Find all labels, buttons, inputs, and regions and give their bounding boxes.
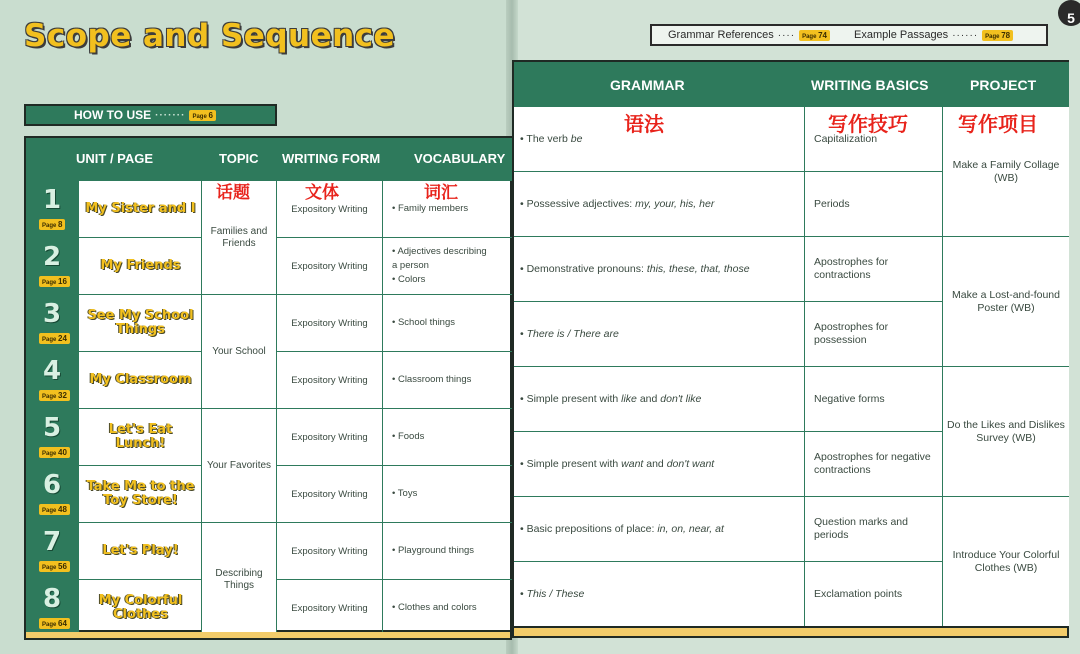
unit-number-cell [26, 352, 78, 408]
leader-dots: ······· [155, 109, 186, 121]
vocab-item: • Adjectives describing [392, 246, 487, 257]
page-tag [982, 30, 1013, 41]
unit-number-cell [26, 238, 78, 294]
unit-page-number: 56 [58, 562, 67, 571]
unit-number-cell [26, 181, 78, 237]
unit-page-number: 16 [58, 277, 67, 286]
grammar-text: and [643, 458, 667, 470]
page-tag-word: Page [42, 223, 57, 229]
right-table [512, 60, 1069, 628]
grammar-example: in, on, near, at [657, 523, 724, 535]
leader-dots: ···· [777, 29, 796, 41]
writing-basics-cell: Apostrophes for contractions [814, 256, 889, 281]
writing-form-cell: Expository Writing [291, 317, 368, 329]
writing-form-cell: Expository Writing [291, 374, 368, 386]
page-tag-number: 78 [1001, 30, 1011, 40]
grammar-cell [520, 562, 802, 626]
vocabulary-cell [384, 580, 510, 636]
vocabulary-cell [384, 238, 510, 294]
page-tag-number: 74 [818, 30, 828, 40]
unit-number [26, 299, 78, 329]
annotation-vocab-cn: 词汇 [424, 183, 458, 203]
grammar-cell [520, 497, 802, 561]
grammar-example: don't like [660, 393, 702, 405]
example-passages-label: Example Passages [854, 29, 949, 41]
unit-number-text: 8 [42, 584, 62, 614]
project-cell: Introduce Your Colorful Clothes (WB) [943, 497, 1069, 626]
vocabulary-cell [384, 466, 510, 522]
writing-basics-cell: Exclamation points [814, 587, 903, 600]
unit-title: My Colorful Clothes [98, 593, 183, 622]
left-table [24, 136, 512, 632]
unit-number [26, 242, 78, 272]
writing-basics-cell: Apostrophes for possession [814, 321, 889, 346]
vocabulary-cell [384, 523, 510, 579]
grammar-references-label: Grammar References [668, 29, 774, 41]
unit-number-text: 4 [42, 356, 62, 386]
leader-dots: ······ [952, 29, 979, 41]
vocab-item: • Playground things [392, 545, 475, 556]
writing-basics-cell: Question marks and periods [814, 516, 908, 541]
writing-basics-cell: Negative forms [814, 392, 885, 405]
page-tag-word: Page [42, 565, 57, 571]
grammar-example: be [570, 133, 583, 145]
unit-title: My Classroom [89, 372, 192, 387]
header-topic: TOPIC [219, 151, 259, 166]
vocabulary-cell [384, 352, 510, 408]
project-cell: Make a Family Collage (WB) [943, 107, 1069, 236]
annotation-grammar-cn: 语法 [624, 112, 664, 136]
header-vocabulary: VOCABULARY [414, 151, 506, 166]
unit-page-number: 32 [58, 391, 67, 400]
right-table-base [512, 628, 1069, 638]
unit-page-tag [39, 447, 70, 458]
how-to-use-bar [24, 104, 277, 126]
vocab-item: • Toys [392, 488, 418, 499]
page-tag [799, 30, 830, 41]
annotation-basics-cn: 写作技巧 [828, 112, 908, 136]
grammar-example: don't want [666, 458, 715, 470]
writing-basics-cell: Periods [814, 197, 850, 210]
header-writing-form: WRITING FORM [282, 151, 381, 166]
page-tag-word: Page [42, 337, 57, 343]
writing-form-cell: Expository Writing [291, 545, 368, 557]
grammar-cell [520, 237, 802, 301]
topic-cell: Describing Things [202, 523, 276, 636]
unit-page-number: 64 [58, 619, 67, 628]
unit-number-text: 5 [42, 413, 62, 443]
page-tag-word: Page [42, 280, 57, 286]
header-grammar: GRAMMAR [610, 77, 685, 93]
writing-basics-cell: Apostrophes for negative contractions [814, 451, 931, 476]
unit-number [26, 185, 78, 215]
unit-number [26, 356, 78, 386]
page-tag-word: Page [42, 394, 57, 400]
unit-title: Let's Play! [102, 543, 179, 558]
unit-number-cell [26, 580, 78, 636]
column-divider [804, 106, 805, 626]
grammar-text: • [520, 328, 527, 340]
grammar-text: • Demonstrative pronouns: [520, 263, 647, 275]
unit-title: See My School Things [87, 308, 194, 337]
unit-number [26, 413, 78, 443]
page-number-badge: 5 [1058, 0, 1080, 26]
unit-page-tag [39, 561, 70, 572]
annotation-topic-cn: 话题 [216, 183, 250, 203]
unit-title: Let's Eat Lunch! [108, 422, 173, 451]
writing-form-cell: Expository Writing [291, 488, 368, 500]
vocab-item: a person [392, 260, 429, 271]
page-tag-word: Page [42, 622, 57, 628]
vocabulary-cell [384, 409, 510, 465]
vocab-item: • Clothes and colors [392, 602, 477, 613]
annotation-form-cn: 文体 [305, 183, 339, 203]
grammar-text: • Basic prepositions of place: [520, 523, 658, 535]
grammar-text: • Simple present with [520, 393, 622, 405]
grammar-example: this, these, that, those [646, 263, 750, 275]
unit-title: My Sister and I [85, 201, 196, 216]
writing-form-cell: Expository Writing [291, 602, 368, 614]
left-table-header [26, 138, 512, 180]
writing-basics-cell: Capitalization [814, 132, 878, 145]
unit-number-cell [26, 295, 78, 351]
grammar-example: like [621, 393, 637, 405]
unit-page-tag [39, 219, 65, 230]
unit-number-cell [26, 466, 78, 522]
grammar-text: • Simple present with [520, 458, 622, 470]
grammar-cell [520, 367, 802, 431]
grammar-text: • [520, 588, 527, 600]
vocab-item: • Colors [392, 274, 426, 285]
unit-page-number: 24 [58, 334, 67, 343]
unit-page-tag [39, 618, 70, 629]
vocabulary-cell [384, 295, 510, 351]
unit-number-cell [26, 409, 78, 465]
grammar-example: There is / There are [526, 328, 619, 340]
page-tag-word: Page [985, 33, 1000, 40]
unit-page-tag [39, 390, 70, 401]
vocab-item: • Foods [392, 431, 425, 442]
grammar-cell [520, 302, 802, 366]
unit-page-number: 40 [58, 448, 67, 457]
grammar-cell [520, 172, 802, 236]
unit-page-number: 8 [58, 220, 63, 229]
references-bar [650, 24, 1048, 46]
grammar-example: This / These [526, 588, 585, 600]
header-project: PROJECT [970, 77, 1037, 93]
project-cell: Make a Lost-and-found Poster (WB) [943, 237, 1069, 366]
vocab-item: • Family members [392, 203, 469, 214]
column-divider [276, 180, 277, 636]
unit-number-text: 6 [42, 470, 62, 500]
column-divider [382, 180, 383, 636]
grammar-example: my, your, his, her [635, 198, 715, 210]
unit-number [26, 584, 78, 614]
page-tag-word: Page [42, 508, 57, 514]
grammar-text: • The verb [520, 133, 571, 145]
unit-page-number: 48 [58, 505, 67, 514]
writing-form-cell: Expository Writing [291, 203, 368, 215]
left-table-base [24, 632, 512, 640]
page-tag [189, 110, 215, 121]
vocab-item: • School things [392, 317, 456, 328]
grammar-text: and [636, 393, 661, 405]
writing-form-cell: Expository Writing [291, 431, 368, 443]
right-table-header [514, 62, 1069, 106]
header-unit-page: UNIT / PAGE [76, 151, 154, 166]
unit-page-tag [39, 504, 70, 515]
unit-page-tag [39, 276, 70, 287]
topic-cell: Families and Friends [202, 181, 276, 294]
grammar-text: • Possessive adjectives: [520, 198, 636, 210]
page-tag-word: Page [42, 451, 57, 457]
unit-number-text: 7 [42, 527, 62, 557]
unit-number-text: 1 [42, 185, 62, 215]
page-tag-word: Page [192, 113, 207, 120]
column-divider [78, 180, 79, 636]
topic-cell: Your School [202, 295, 276, 408]
unit-number [26, 527, 78, 557]
page-tag-word: Page [802, 33, 817, 40]
unit-page-tag [39, 333, 70, 344]
vocab-item: • Classroom things [392, 374, 472, 385]
topic-cell: Your Favorites [202, 409, 276, 522]
grammar-example: want [621, 458, 644, 470]
unit-number-text: 2 [42, 242, 62, 272]
how-to-use-label: HOW TO USE [74, 108, 152, 122]
unit-title: Take Me to the Toy Store! [86, 479, 195, 508]
writing-form-cell: Expository Writing [291, 260, 368, 272]
annotation-project-cn: 写作项目 [958, 112, 1038, 136]
unit-number-cell [26, 523, 78, 579]
unit-title: My Friends [100, 258, 181, 273]
project-cell: Do the Likes and Dislikes Survey (WB) [943, 367, 1069, 496]
page-tag-number: 6 [208, 110, 213, 120]
header-writing-basics: WRITING BASICS [811, 77, 929, 93]
unit-number-text: 3 [42, 299, 62, 329]
grammar-cell [520, 432, 802, 496]
page-title: Scope and Sequence [24, 18, 396, 54]
unit-number [26, 470, 78, 500]
